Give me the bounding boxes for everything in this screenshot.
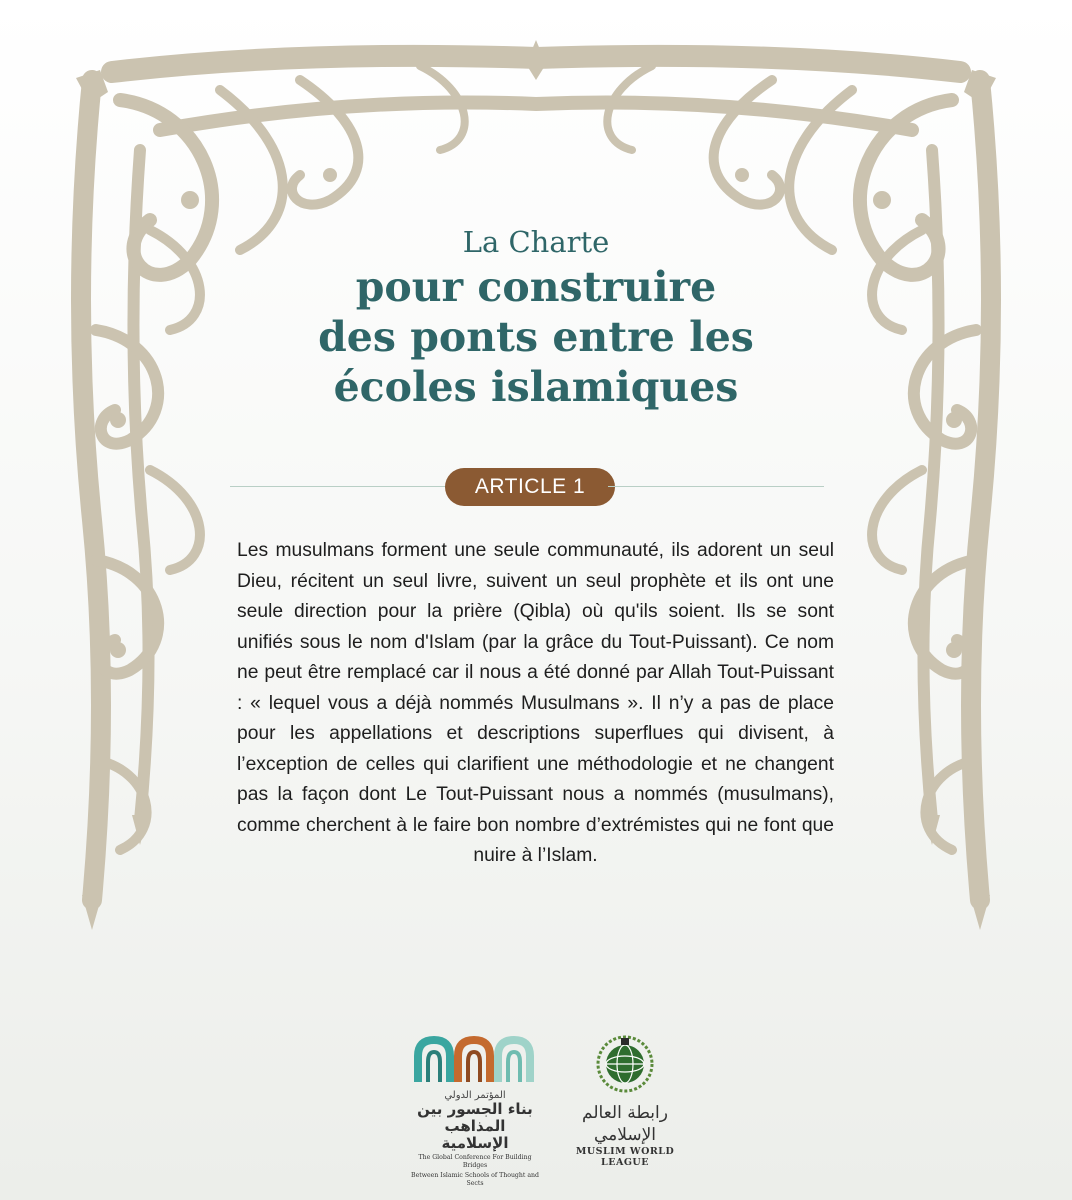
title-line-2: des ponts entre les — [318, 313, 754, 361]
mwl-arabic-name: رابطة العالم الإسلامي — [582, 1103, 668, 1145]
divider-left — [230, 486, 446, 487]
mwl-logo — [560, 1034, 690, 1168]
conference-arabic-line3: المذاهب الإسلامية — [441, 1117, 509, 1152]
divider-right — [608, 486, 824, 487]
article-heading-row — [230, 468, 824, 506]
conference-logo — [410, 1034, 540, 1188]
page-title — [0, 222, 1072, 412]
mwl-english-name: MUSLIM WORLD LEAGUE — [575, 1146, 675, 1168]
logo-footer — [0, 1020, 1072, 1200]
conference-arabic-line1: المؤتمر الدولي — [444, 1090, 506, 1101]
globe-emblem-icon — [595, 1034, 655, 1094]
arches-icon — [410, 1034, 540, 1084]
conference-arabic-line2: بناء الجسور بين — [417, 1100, 533, 1118]
article-badge: ARTICLE 1 — [445, 468, 615, 506]
conference-english-line2: Between Islamic Schools of Thought and Sects — [411, 1172, 539, 1187]
title-line-3: écoles islamiques — [333, 363, 739, 411]
conference-english-line1: The Global Conference For Building Bridges — [418, 1154, 532, 1169]
title-line-1: pour construire — [355, 263, 717, 311]
article-body-text: Les musulmans forment une seule communauté, ils adorent un seul Dieu, récitent un seul livre, suivent un seul prophète et ils ont une seule direction pour la prière (Qibla) où qu'ils soient. Ils se sont unifiés sous le nom d'Islam (par la grâce du Tout-Puissant). Ce nom ne peut être remplacé car il nous a été donné par Allah Tout-Puissant : « lequel vous a déjà nommés Musulmans ». Il n’y a pas de place pour les appellations et descriptions superflues qui divisent, à l’exception de celles qui clarifient une méthodologie et ne changent pas la façon dont Le Tout-Puissant nous a nommés (musulmans), comme cherchent à le faire bon nombre d’extrémistes qui ne font que nuire à l’Islam. — [237, 540, 834, 866]
title-small: La Charte — [462, 225, 610, 259]
